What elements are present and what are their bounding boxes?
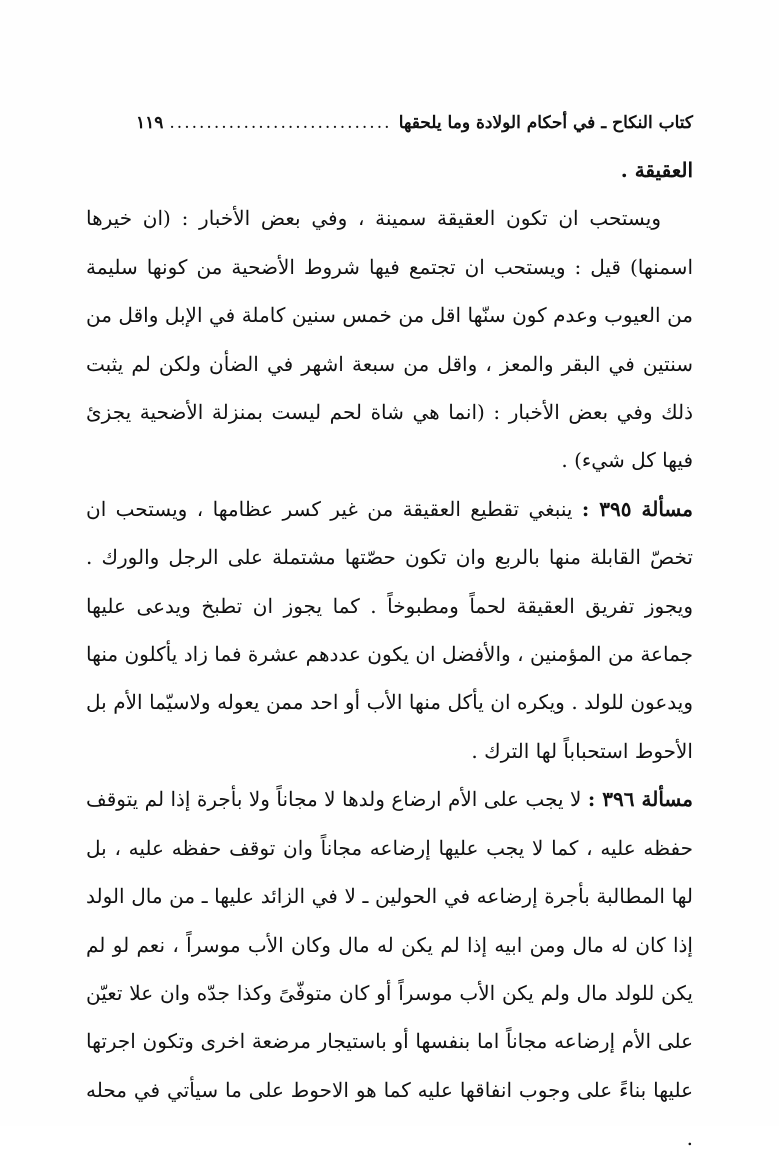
paragraph-aqiqa-conditions: ويستحب ان تكون العقيقة سمينة ، وفي بعض الأخبار : (ان خيرها اسمنها) قيل : ويستحب ان تجتمع فيها شروط الأضحية من كونها سليمة من العيوب وعدم كون سنّها اقل من خمس سنين كاملة في الإبل واقل من سنتين في البقر والمعز ، واقل من سبعة اشهر في الضأن ولكن لم يثبت ذلك وفي بعض الأخبار : (انما هي شاة لحم ليست بمنزلة الأضحية يجزئ فيها كل شيء) . xyxy=(86,206,694,473)
masala-395-label: مسألة ٣٩٥ : xyxy=(581,496,693,521)
page-body xyxy=(86,146,693,1163)
masala-395-text: ينبغي تقطيع العقيقة من غير كسر عظامها ، ويستحب ان تخصّ القابلة منها بالربع وان تكون حصّتها مشتملة على الرجل والورك . ويجوز تفريق العقيقة لحماً ومطبوخاً . كما يجوز ان تطبخ ويدعى عليها جماعة من المؤمنين ، والأفضل ان يكون عددهم عشرة فما زاد يأكلون منها ويدعون للولد . ويكره ان يأكل منها الأب أو احد ممن يعوله ولاسيّما الأم بل الأحوط استحباباً لها الترك . xyxy=(86,496,693,763)
masala-396-label: مسألة ٣٩٦ : xyxy=(587,787,693,812)
paragraph-masala-396 xyxy=(86,775,693,1162)
header-leader-dots: .............................. xyxy=(169,113,392,133)
masala-396-text: لا يجب على الأم ارضاع ولدها لا مجاناً ولا بأجرة إذا لم يتوقف حفظه عليه ، كما لا يجب عليها إرضاعه مجاناً وان توقف حفظه عليه ، بل لها المطالبة بأجرة إرضاعه في الحولين ـ لا في الزائد عليها ـ من مال الولد إذا كان له مال ومن ابيه إذا لم يكن له مال وكان الأب موسراً ، نعم لو لم يكن للولد مال ولم يكن الأب موسراً أو كان متوفّىً وكذا جدّه وان علا تعيّن على الأم إرضاعه مجاناً اما بنفسها أو باستيجار مرضعة اخرى وتكون اجرتها عليها بناءً على وجوب انفاقها عليه كما هو الاحوط على ما سيأتي في محله . xyxy=(86,787,693,1151)
paragraph-masala-395 xyxy=(86,485,693,775)
paragraph-aqiqa-end: العقيقة . xyxy=(620,158,693,182)
page-number: ١١٩ xyxy=(136,113,164,133)
header-title: كتاب النكاح ـ في أحكام الولادة وما يلحقها xyxy=(398,113,693,133)
running-header xyxy=(136,106,693,140)
